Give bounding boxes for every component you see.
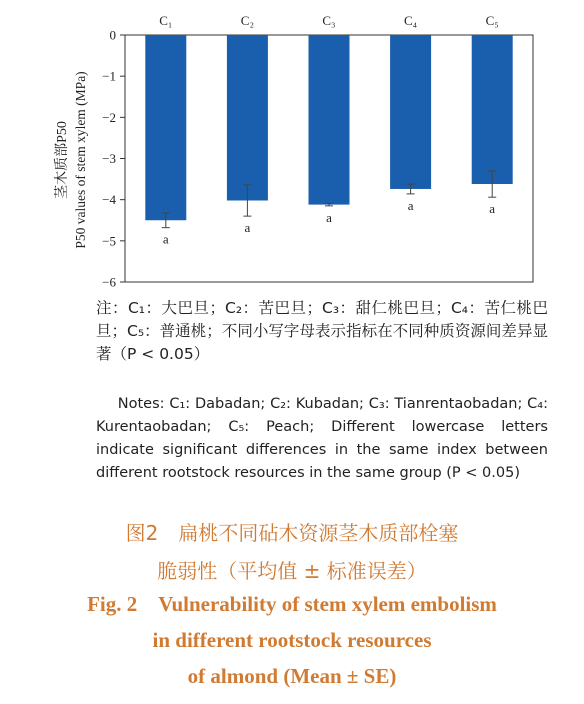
figure-caption-en-line3: of almond (Mean ± SE) (187, 664, 397, 688)
y-tick-label: −1 (102, 68, 116, 84)
y-axis-label-en: P50 values of stem xylem (MPa) (73, 71, 88, 249)
bar (390, 35, 431, 189)
p50-bar-chart (0, 0, 584, 300)
chart-note-english: Notes: C₁: Dabadan; C₂: Kubadan; C₃: Tianrentaobadan; C₄: Kurentaobadan; C₅: Peach; Different lowercase letters indicate significant differences in the same index between different rootstock resources in the same group (P < 0.05) (96, 396, 548, 481)
y-tick-label: 0 (109, 27, 116, 43)
chart-bars (145, 35, 512, 247)
significance-letter: a (489, 201, 496, 217)
figure-caption-en-line2: in different rootstock resources (152, 628, 432, 652)
significance-letter: a (407, 197, 414, 213)
category-label: C₃ (322, 13, 336, 28)
category-label: C₁ (159, 13, 173, 28)
y-tick-label: −3 (102, 151, 116, 166)
y-tick-label: −6 (102, 274, 116, 290)
category-label: C₅ (485, 13, 499, 28)
y-tick-label: −4 (102, 192, 116, 208)
significance-letter: a (244, 220, 251, 236)
category-label: C₂ (240, 13, 255, 28)
significance-letter: a (162, 231, 169, 247)
figure-caption-cn-line2: 脆弱性（平均值 ± 标准误差） (157, 559, 427, 583)
significance-letter: a (326, 209, 332, 225)
bar (472, 35, 513, 184)
y-axis-label-cn: 茎木质部P50 (55, 121, 70, 199)
chart-note-chinese: 注：C₁：大巴旦；C₂：苦巴旦；C₃：甜仁桃巴旦；C₄：苦仁桃巴旦；C₅：普通桃；不同小写字母表示指标在不同种质资源间差异显著（P < 0.05） (96, 299, 548, 363)
bar (227, 35, 268, 200)
category-label: C₄ (403, 13, 418, 28)
bar (145, 35, 186, 220)
bar (309, 35, 350, 205)
y-tick-label: −2 (102, 109, 116, 125)
y-tick-label: −5 (102, 233, 116, 249)
figure-caption-en-line1: Fig. 2 Vulnerability of stem xylem embolism (87, 592, 497, 616)
figure-caption-cn-line1: 图2 扁桃不同砧木资源茎木质部栓塞 (125, 521, 459, 545)
